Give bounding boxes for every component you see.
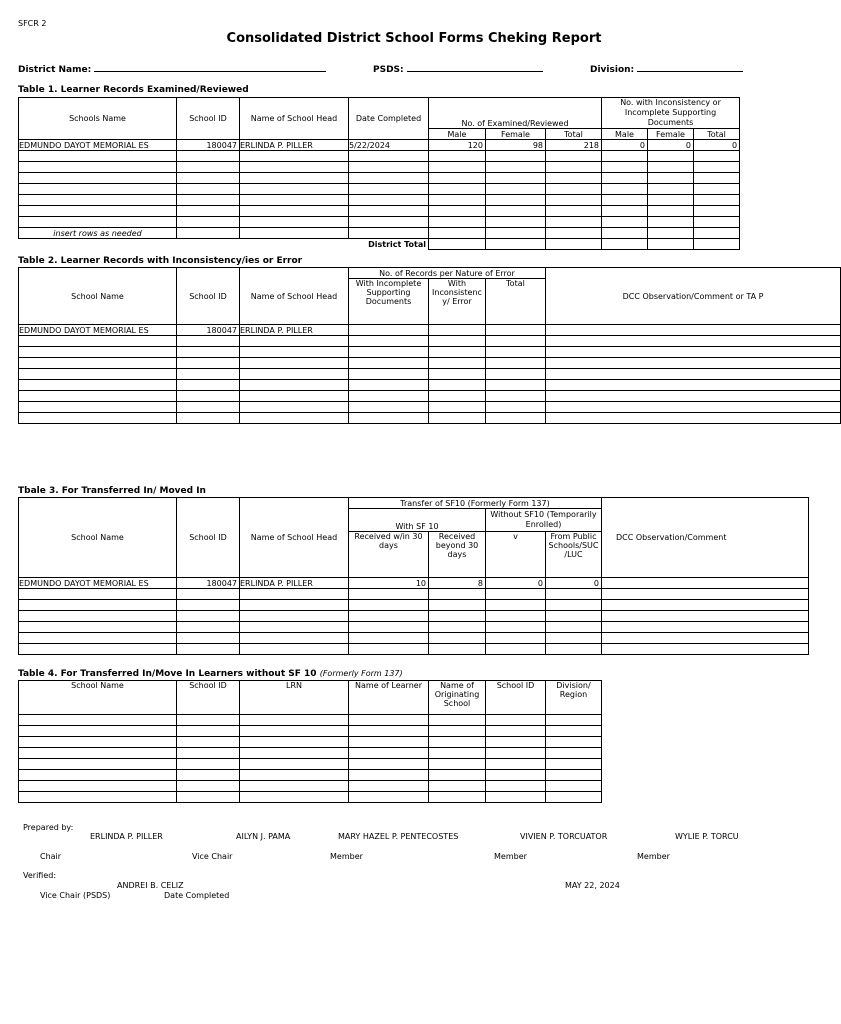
table3-viewport — [18, 497, 739, 659]
table-row — [19, 325, 841, 336]
table1-cell-in-male[interactable]: 0 — [602, 140, 648, 151]
table4-header-origin-id: School ID — [486, 681, 546, 715]
district-label: District Name: — [18, 65, 92, 75]
table4 — [18, 680, 602, 803]
table1 — [18, 97, 740, 250]
table-row — [19, 737, 602, 748]
table1-cell-school[interactable]: EDMUNDO DAYOT MEMORIAL ES — [19, 140, 177, 151]
table-row — [19, 578, 809, 589]
table1-cell-date[interactable]: 5/22/2024 — [349, 140, 429, 151]
district-total-label: District Total — [368, 239, 426, 249]
psds-field[interactable] — [373, 63, 543, 75]
signatory-role: Vice Chair — [192, 852, 233, 861]
table1-header-in-female: Female — [648, 129, 694, 140]
table4-header-school: School Name — [19, 681, 177, 715]
table3-cell-school[interactable]: EDMUNDO DAYOT MEMORIAL ES — [19, 578, 177, 589]
table3-cell-id[interactable]: 180047 — [177, 578, 240, 589]
table-row — [19, 413, 841, 424]
table1-cell-id[interactable]: 180047 — [177, 140, 240, 151]
table4-header-learner: Name of Learner — [349, 681, 429, 715]
table3-header-transfer: Transfer of SF10 (Formerly Form 137) — [349, 498, 602, 509]
table4-header-division: Division/ Region — [546, 681, 602, 715]
table-row — [19, 792, 602, 803]
table3-header-without: Without SF10 (Temporarily Enrolled) — [486, 509, 602, 532]
table-row — [19, 173, 740, 184]
signatory-role: Chair — [40, 852, 62, 861]
table2-header-incomplete: With Incomplete Supporting Documents — [349, 279, 429, 325]
table3-title: Tbale 3. For Transferred In/ Moved In — [18, 486, 206, 496]
table4-header-lrn: LRN — [240, 681, 349, 715]
table1-cell-head[interactable]: ERLINDA P. PILLER — [240, 140, 349, 151]
page-title: Consolidated District School Forms Cheking Report — [226, 31, 602, 46]
table-row — [19, 644, 809, 655]
table3-cell-within[interactable]: 10 — [349, 578, 429, 589]
table-row — [19, 228, 740, 239]
table2-header-total: Total — [486, 279, 546, 325]
table-row — [19, 217, 740, 228]
date-completed-label: Date Completed — [164, 891, 230, 900]
table4-title-note: (Formerly Form 137) — [319, 669, 403, 678]
table-row — [19, 380, 841, 391]
signatory-name: ERLINDA P. PILLER — [90, 832, 163, 841]
table2-header-head: Name of School Head — [240, 268, 349, 325]
table4-header-id: School ID — [177, 681, 240, 715]
table3-cell-head[interactable]: ERLINDA P. PILLER — [240, 578, 349, 589]
signatory-role: Member — [637, 852, 670, 861]
table1-cell-ex-male[interactable]: 120 — [429, 140, 486, 151]
psds-label: PSDS: — [373, 65, 404, 75]
table-row — [19, 206, 740, 217]
insert-rows-note: insert rows as needed — [19, 228, 177, 239]
table2-header-school: School Name — [19, 268, 177, 325]
verifier-name: ANDREI B. CELIZ — [117, 881, 184, 890]
table3-header-beyond: Received beyond 30 days — [429, 532, 486, 578]
verified-date: MAY 22, 2024 — [565, 881, 620, 890]
table3-cell-beyond[interactable]: 8 — [429, 578, 486, 589]
verified-label: Verified: — [23, 871, 57, 880]
table-row — [19, 140, 740, 151]
district-input-line[interactable] — [94, 63, 326, 72]
table-row — [19, 589, 809, 600]
table2-cell-head[interactable]: ERLINDA P. PILLER — [240, 325, 349, 336]
division-input-line[interactable] — [637, 63, 743, 72]
table2-header-inconsistency: With Inconsistenc y/ Error — [429, 279, 486, 325]
table3-header-v: v — [486, 532, 546, 578]
table-row — [19, 611, 809, 622]
table-row — [19, 402, 841, 413]
table-row — [19, 600, 809, 611]
table1-header-id: School ID — [177, 98, 240, 140]
table4-header-origin: Name of Originating School — [429, 681, 486, 715]
table1-header-ex-male: Male — [429, 129, 486, 140]
table1-header-in-male: Male — [602, 129, 648, 140]
table-row — [19, 748, 602, 759]
table2-header-id: School ID — [177, 268, 240, 325]
signatory-name: AILYN J. PAMA — [236, 832, 291, 841]
signatory-role: Member — [494, 852, 527, 861]
table3-header-public: From Public Schools/SUC /LUC — [546, 532, 602, 578]
table3-header-id: School ID — [177, 498, 240, 578]
table-row — [19, 162, 740, 173]
table3-cell-public[interactable]: 0 — [546, 578, 602, 589]
table2-header-comment: DCC Observation/Comment or TA P — [546, 268, 841, 325]
psds-input-line[interactable] — [407, 63, 543, 72]
table2-viewport — [18, 267, 764, 429]
verifier-role: Vice Chair (PSDS) — [40, 891, 111, 900]
table-row — [19, 726, 602, 737]
table3-header-school: School Name — [19, 498, 177, 578]
table-row — [19, 369, 841, 380]
signatory-name-clip — [675, 832, 739, 842]
table-row — [19, 759, 602, 770]
division-field[interactable] — [590, 63, 743, 75]
table-row — [19, 391, 841, 402]
table1-header-in-total: Total — [694, 129, 740, 140]
table1-cell-ex-female[interactable]: 98 — [486, 140, 546, 151]
district-total-row — [19, 239, 740, 250]
table1-header-head: Name of School Head — [240, 98, 349, 140]
table-row — [19, 781, 602, 792]
table1-title: Table 1. Learner Records Examined/Reviewed — [18, 85, 249, 95]
signatory-name: WYLIE P. TORCU — [675, 832, 739, 841]
table-row — [19, 633, 809, 644]
table2-header-nature: No. of Records per Nature of Error — [349, 268, 546, 279]
table-row — [19, 347, 841, 358]
table1-cell-ex-total[interactable]: 218 — [546, 140, 602, 151]
table-row — [19, 151, 740, 162]
district-field[interactable] — [18, 63, 326, 75]
table1-header-school: Schools Name — [19, 98, 177, 140]
table1-header-inconsistency: No. with Inconsistency or Incomplete Supporting Documents — [602, 98, 740, 129]
table4-title-wrap — [18, 669, 403, 679]
table1-cell-in-total[interactable]: 0 — [694, 140, 740, 151]
table1-header-examined: No. of Examined/Reviewed — [429, 98, 602, 129]
table4-title: Table 4. For Transferred In/Move In Learners without SF 10 — [18, 669, 317, 679]
table1-cell-in-female[interactable]: 0 — [648, 140, 694, 151]
signatory-name: MARY HAZEL P. PENTECOSTES — [338, 832, 459, 841]
table2-title: Table 2. Learner Records with Inconsistency/ies or Error — [18, 256, 303, 266]
table2 — [18, 267, 841, 424]
table2-cell-id[interactable]: 180047 — [177, 325, 240, 336]
table1-header-ex-total: Total — [546, 129, 602, 140]
table-row — [19, 715, 602, 726]
division-label: Division: — [590, 65, 635, 75]
table1-header-date: Date Completed — [349, 98, 429, 140]
table3 — [18, 497, 809, 655]
table3-header-within: Received w/in 30 days — [349, 532, 429, 578]
table-row — [19, 358, 841, 369]
table3-header-with: With SF 10 — [349, 509, 486, 532]
table-row — [19, 622, 809, 633]
table3-cell-v[interactable]: 0 — [486, 578, 546, 589]
table-row — [19, 770, 602, 781]
signatory-name: VIVIEN P. TORCUATOR — [520, 832, 608, 841]
table3-header-comment: DCC Observation/Comment — [602, 498, 809, 578]
table1-header-ex-female: Female — [486, 129, 546, 140]
table-row — [19, 184, 740, 195]
signatory-role: Member — [330, 852, 363, 861]
table-row — [19, 336, 841, 347]
table3-header-head: Name of School Head — [240, 498, 349, 578]
form-code: SFCR 2 — [18, 19, 47, 28]
table2-cell-school[interactable]: EDMUNDO DAYOT MEMORIAL ES — [19, 325, 177, 336]
table-row — [19, 195, 740, 206]
prepared-by-label: Prepared by: — [23, 823, 74, 832]
